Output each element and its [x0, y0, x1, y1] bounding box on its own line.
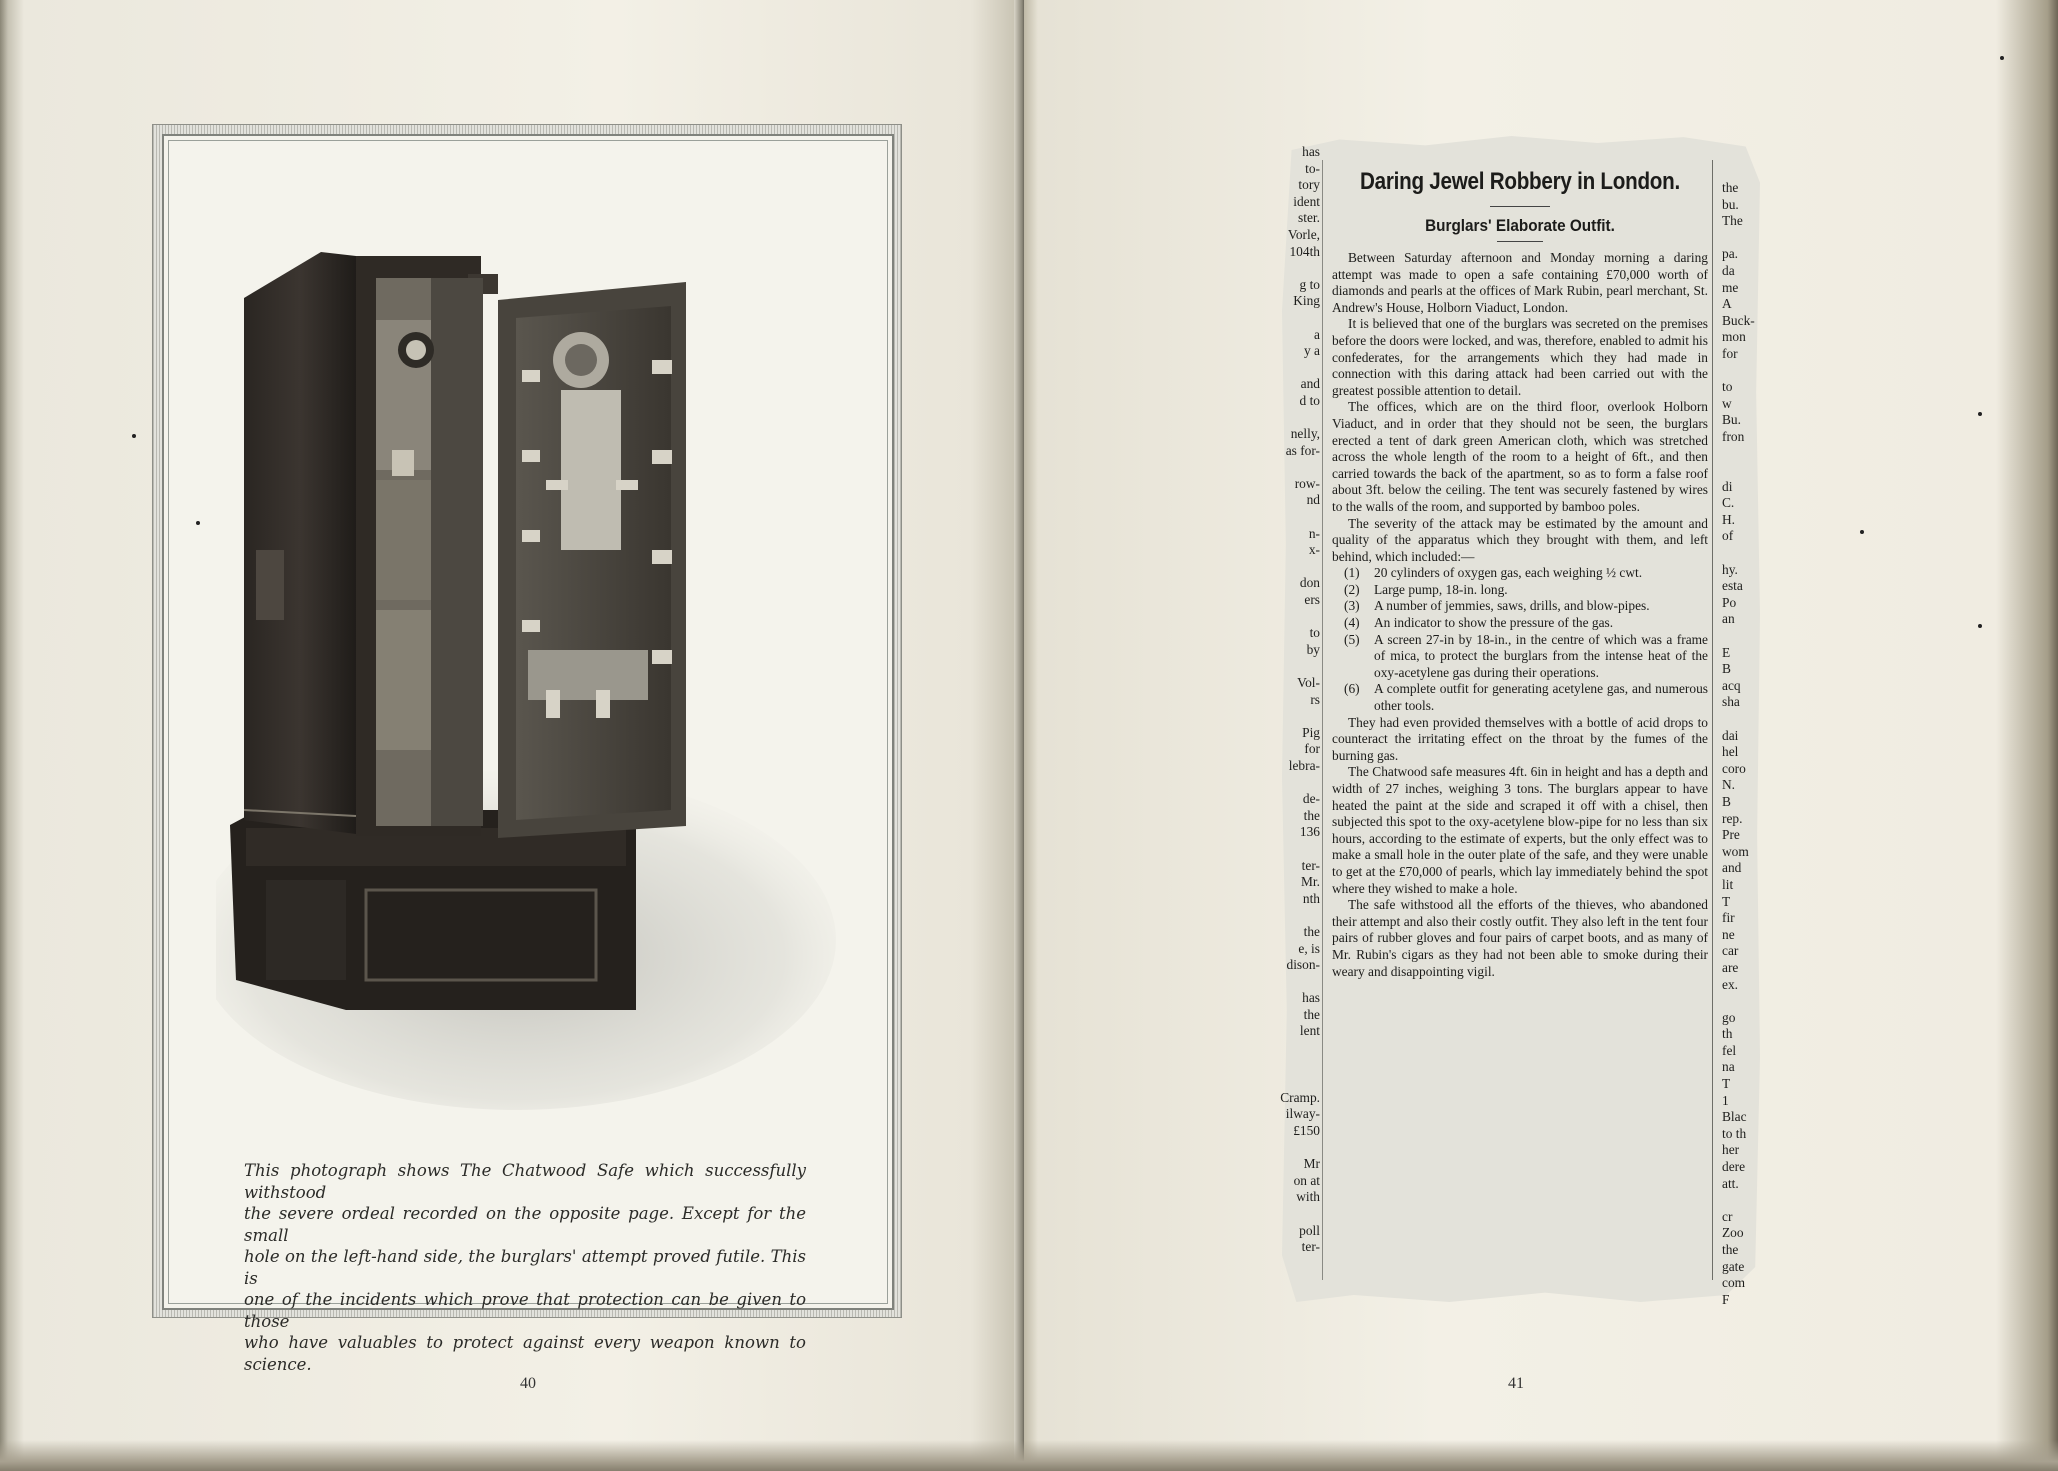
fragment-line: Pre	[1722, 827, 1740, 843]
fragment-line: £150	[1293, 1123, 1320, 1139]
fragment-line: mon	[1722, 329, 1746, 345]
fragment-line: tory	[1298, 177, 1320, 193]
fragment-line: for	[1722, 345, 1738, 361]
column-rule-right	[1712, 160, 1713, 1280]
list-item	[1344, 565, 1708, 582]
list-item	[1344, 582, 1708, 599]
fragment-line: dai	[1722, 727, 1739, 743]
page-bottom-edge	[0, 1440, 2058, 1471]
fragment-line	[1258, 260, 1320, 277]
fragment-line: an	[1722, 611, 1735, 627]
fragment-line: Pig	[1302, 724, 1320, 740]
fragment-line: has	[1302, 990, 1320, 1006]
fragment-line: Blac	[1722, 1109, 1747, 1125]
fragment-line: to	[1309, 625, 1320, 641]
fragment-line: y a	[1304, 343, 1320, 359]
fragment-line	[1258, 459, 1320, 476]
fragment-line: ne	[1722, 926, 1735, 942]
fragment-line: are	[1722, 959, 1739, 975]
fragment-line	[1258, 1206, 1320, 1223]
subhead-rule	[1497, 241, 1543, 242]
fragment-line: car	[1722, 943, 1739, 959]
page-number-right: 41	[1508, 1375, 1524, 1392]
fragment-line	[1722, 1192, 1758, 1209]
fragment-line: ilway-	[1285, 1106, 1320, 1122]
fragment-line: T	[1722, 893, 1731, 909]
article-paragraph: They had even provided themselves with a bottle of acid drops to counteract the irritating effect on the throat by the fumes of the burning gas.	[1332, 714, 1708, 763]
fragment-line: The	[1722, 213, 1743, 229]
list-item	[1344, 598, 1708, 615]
fragment-line: me	[1722, 279, 1739, 295]
fragment-line: fron	[1722, 428, 1745, 444]
fragment-line	[1258, 1057, 1320, 1074]
fragment-line: A	[1722, 296, 1732, 312]
fragment-line	[1258, 775, 1320, 792]
fragment-line: 1	[1722, 1092, 1729, 1108]
speck	[196, 521, 200, 525]
fragment-line: her	[1722, 1142, 1740, 1158]
fragment-line: the	[1303, 923, 1320, 939]
fragment-line: pa.	[1722, 246, 1738, 262]
column-rule-left	[1322, 160, 1323, 1280]
caption-line: who have valuables to protect against every weapon known to science.	[244, 1333, 806, 1374]
fragment-line: go	[1722, 1009, 1736, 1025]
fragment-line: of	[1722, 528, 1734, 544]
fragment-line: Buck-	[1722, 312, 1755, 328]
fragment-line: Bu.	[1722, 412, 1741, 428]
fragment-line: ter-	[1301, 1239, 1320, 1255]
caption-line: one of the incidents which prove that protection can be given to those	[244, 1290, 806, 1331]
fragment-line: dison-	[1286, 957, 1320, 973]
fragment-line: Zoo	[1722, 1225, 1744, 1241]
fragment-line	[1722, 446, 1758, 463]
fragment-line: esta	[1722, 578, 1743, 594]
list-number: (3)	[1344, 598, 1360, 614]
fragment-line: as for-	[1285, 442, 1320, 458]
fragment-line	[1258, 609, 1320, 626]
fragment-line: rs	[1310, 691, 1320, 707]
fragment-line	[1258, 360, 1320, 377]
fragment-line: 104th	[1289, 243, 1320, 259]
fragment-line: th	[1722, 1026, 1733, 1042]
fragment-line: Cramp.	[1280, 1089, 1320, 1105]
fragment-line: poll	[1299, 1222, 1320, 1238]
fragment-line	[1722, 711, 1758, 728]
fragment-line: N.	[1722, 777, 1736, 793]
caption-line: hole on the left-hand side, the burglars' attempt proved futile. This is	[244, 1247, 806, 1288]
speck	[132, 434, 136, 438]
article-paragraph: The Chatwood safe measures 4ft. 6in in height and has a depth and width of 27 inches, weighing 3 tons. The burglars appear to have heated the paint at the side and scraped it off with a chisel, then subjected this spot to the oxy-acetylene blow-pipe for no less than six hours, according to the estimate of experts, but the only effect was to make a small hole in the outer plate of the safe, and they were unable to get at the £70,000 of pearls, which lay immediately behind the spot where they wished to make a hole.	[1332, 764, 1708, 896]
fragment-line	[1258, 1073, 1320, 1090]
fragment-line: to	[1722, 379, 1733, 395]
fragment-line: row-	[1294, 475, 1320, 491]
fragment-line	[1722, 230, 1758, 247]
fragment-line	[1258, 410, 1320, 427]
caption-line: the severe ordeal recorded on the opposite page. Except for the small	[244, 1204, 806, 1245]
fragment-line: has	[1302, 144, 1320, 159]
speck	[1978, 412, 1982, 416]
fragment-line	[1258, 841, 1320, 858]
fragment-line	[1722, 545, 1758, 562]
fragment-line: x-	[1308, 542, 1320, 558]
fragment-line: w	[1722, 395, 1732, 411]
fragment-line: da	[1722, 262, 1735, 278]
fragment-line: ers	[1304, 592, 1320, 608]
fragment-line: with	[1296, 1189, 1320, 1205]
list-number: (5)	[1344, 631, 1360, 647]
fragment-line: T	[1722, 1076, 1731, 1092]
speck	[2000, 56, 2004, 60]
list-number: (1)	[1344, 565, 1360, 581]
fragment-line: ster.	[1298, 210, 1320, 226]
list-item	[1344, 615, 1708, 632]
list-text: An indicator to show the pressure of the gas.	[1374, 615, 1614, 631]
fragment-line: C.	[1722, 495, 1735, 511]
fragment-line	[1722, 462, 1758, 479]
fragment-line: King	[1293, 293, 1320, 309]
article-paragraph: The severity of the attack may be estimated by the amount and quality of the apparatus which they brought with them, and left behind, which included:—	[1332, 515, 1708, 564]
fragment-line	[1722, 363, 1758, 380]
article-paragraph: The offices, which are on the third floor, overlook Holborn Viaduct, and in order that they should not be seen, the burglars erected a tent of dark green American cloth, which was stretched across the whole length of the room to a height of 6ft., and then carried towards the back of the apartment, so as to form a false roof about 3ft. below the ceiling. The tent was securely fastened by wires to the walls of the room, and supported by bamboo poles.	[1332, 399, 1708, 514]
fragment-line: Mr	[1303, 1156, 1320, 1172]
list-number: (2)	[1344, 581, 1360, 597]
fragment-line: e, is	[1298, 940, 1320, 956]
speck	[1978, 624, 1982, 628]
list-text: 20 cylinders of oxygen gas, each weighing ½ cwt.	[1374, 565, 1643, 581]
fragment-line: ter-	[1301, 857, 1320, 873]
fragment-line: nd	[1306, 492, 1320, 508]
fragment-line	[1258, 708, 1320, 725]
fragment-line: Vol-	[1297, 675, 1320, 690]
article-paragraph: It is believed that one of the burglars was secreted on the premises before the doors were locked, and was, therefore, enabled to admit his confederates, for the arrangements which they had made in connection with this daring attack had been carried out with the greatest possible attention to detail.	[1332, 316, 1708, 398]
fragment-line: to th	[1722, 1125, 1747, 1141]
fragment-line	[1258, 559, 1320, 576]
fragment-line: wom	[1722, 843, 1749, 859]
fragment-line: fel	[1722, 1042, 1737, 1058]
fragment-line: a	[1314, 326, 1320, 342]
list-number: (6)	[1344, 681, 1360, 697]
page-number-left: 40	[520, 1375, 536, 1392]
fragment-line: by	[1306, 641, 1320, 657]
speck	[1860, 530, 1864, 534]
fragment-line: B	[1722, 661, 1731, 677]
fragment-line: on at	[1293, 1172, 1320, 1188]
list-text: A screen 27-in by 18-in., in the centre of which was a frame of mica, to protect the burglars from the intense heat of the oxy-acetylene gas during their operations.	[1374, 631, 1708, 680]
photo-caption	[244, 1160, 806, 1375]
list-item	[1344, 681, 1708, 714]
fragment-line: na	[1722, 1059, 1735, 1075]
article-column	[1332, 160, 1708, 980]
fragment-line: for	[1304, 741, 1320, 757]
fragment-line: d to	[1299, 392, 1320, 408]
fragment-line: Mr.	[1301, 874, 1320, 890]
apparatus-list	[1332, 565, 1708, 714]
left-page	[0, 0, 1022, 1471]
fragment-line: Po	[1722, 594, 1737, 610]
list-number: (4)	[1344, 615, 1360, 631]
fragment-line: ex.	[1722, 976, 1738, 992]
fragment-line: hel	[1722, 744, 1739, 760]
fragment-line	[1258, 1040, 1320, 1057]
fragment-line	[1258, 1140, 1320, 1157]
fragment-line: nth	[1302, 890, 1320, 906]
fragment-line	[1258, 310, 1320, 327]
fragment-line: acq	[1722, 677, 1741, 693]
fragment-line	[1258, 658, 1320, 675]
adjacent-column-left-fragments	[1258, 144, 1320, 1256]
fragment-line: to-	[1305, 160, 1320, 176]
fragment-line: lit	[1722, 876, 1734, 892]
fragment-line: lebra-	[1288, 757, 1320, 773]
fragment-line: the	[1722, 180, 1739, 195]
fragment-line	[1722, 628, 1758, 645]
article-headline: Daring Jewel Robbery in London.	[1359, 168, 1680, 195]
fragment-line: 136	[1299, 824, 1320, 840]
headline-rule	[1490, 206, 1550, 207]
fragment-line: E	[1722, 644, 1731, 660]
fragment-line: dere	[1722, 1159, 1746, 1175]
fragment-line: the	[1303, 807, 1320, 823]
fragment-line: the	[1303, 1006, 1320, 1022]
fragment-line: n-	[1308, 525, 1320, 541]
adjacent-column-right-fragments	[1722, 180, 1758, 1308]
caption-line: This photograph shows The Chatwood Safe which successfully withstood	[244, 1161, 806, 1202]
fragment-line: gate	[1722, 1258, 1745, 1274]
fragment-line: don	[1299, 575, 1320, 591]
fragment-line: de-	[1302, 791, 1320, 807]
fragment-line: Vorle,	[1287, 226, 1320, 242]
list-text: A complete outfit for generating acetylene gas, and numerous other tools.	[1374, 681, 1708, 714]
list-text: A number of jemmies, saws, drills, and blow-pipes.	[1374, 598, 1650, 614]
fragment-line: att.	[1722, 1175, 1739, 1191]
fragment-line: sha	[1722, 694, 1740, 710]
fragment-line	[1722, 993, 1758, 1010]
fragment-line: bu.	[1722, 196, 1739, 212]
fragment-line: B	[1722, 793, 1731, 809]
fragment-line: H.	[1722, 511, 1736, 527]
fragment-line: ident	[1293, 193, 1320, 209]
fragment-line: and	[1300, 376, 1320, 392]
fragment-line: coro	[1722, 760, 1746, 776]
article-subhead: Burglars' Elaborate Outfit.	[1425, 216, 1615, 235]
fragment-line	[1258, 509, 1320, 526]
fragment-line: the	[1722, 1242, 1739, 1257]
fragment-line: lent	[1299, 1023, 1320, 1039]
fragment-line: nelly,	[1290, 426, 1320, 442]
fragment-line: and	[1722, 860, 1742, 876]
fragment-line: di	[1722, 478, 1733, 494]
fragment-line: g to	[1299, 276, 1320, 292]
fragment-line: cr	[1722, 1208, 1733, 1224]
list-item	[1344, 632, 1708, 682]
fragment-line	[1258, 907, 1320, 924]
article-paragraph: Between Saturday afternoon and Monday morning a daring attempt was made to open a safe containing £70,000 worth of diamonds and pearls at the offices of Mark Rubin, pearl merchant, St. Andrew's House, Holborn Viaduct, London.	[1332, 250, 1708, 315]
article-paragraph: The safe withstood all the efforts of the thieves, who abandoned their attempt and also their costly outfit. They also left in the tent four pairs of rubber gloves and four pairs of carpet boots, and as many of Mr. Rubin's cigars as they had not been able to smoke during their weary and disappointing vigil.	[1332, 897, 1708, 979]
list-text: Large pump, 18-in. long.	[1374, 581, 1508, 597]
fragment-line: hy.	[1722, 561, 1738, 577]
fragment-line	[1258, 974, 1320, 991]
fragment-line: rep.	[1722, 810, 1743, 826]
fragment-line: fir	[1722, 910, 1735, 926]
safe-photograph	[216, 250, 856, 1110]
fragment-line: com	[1722, 1275, 1746, 1291]
fragment-line: F	[1722, 1291, 1730, 1307]
